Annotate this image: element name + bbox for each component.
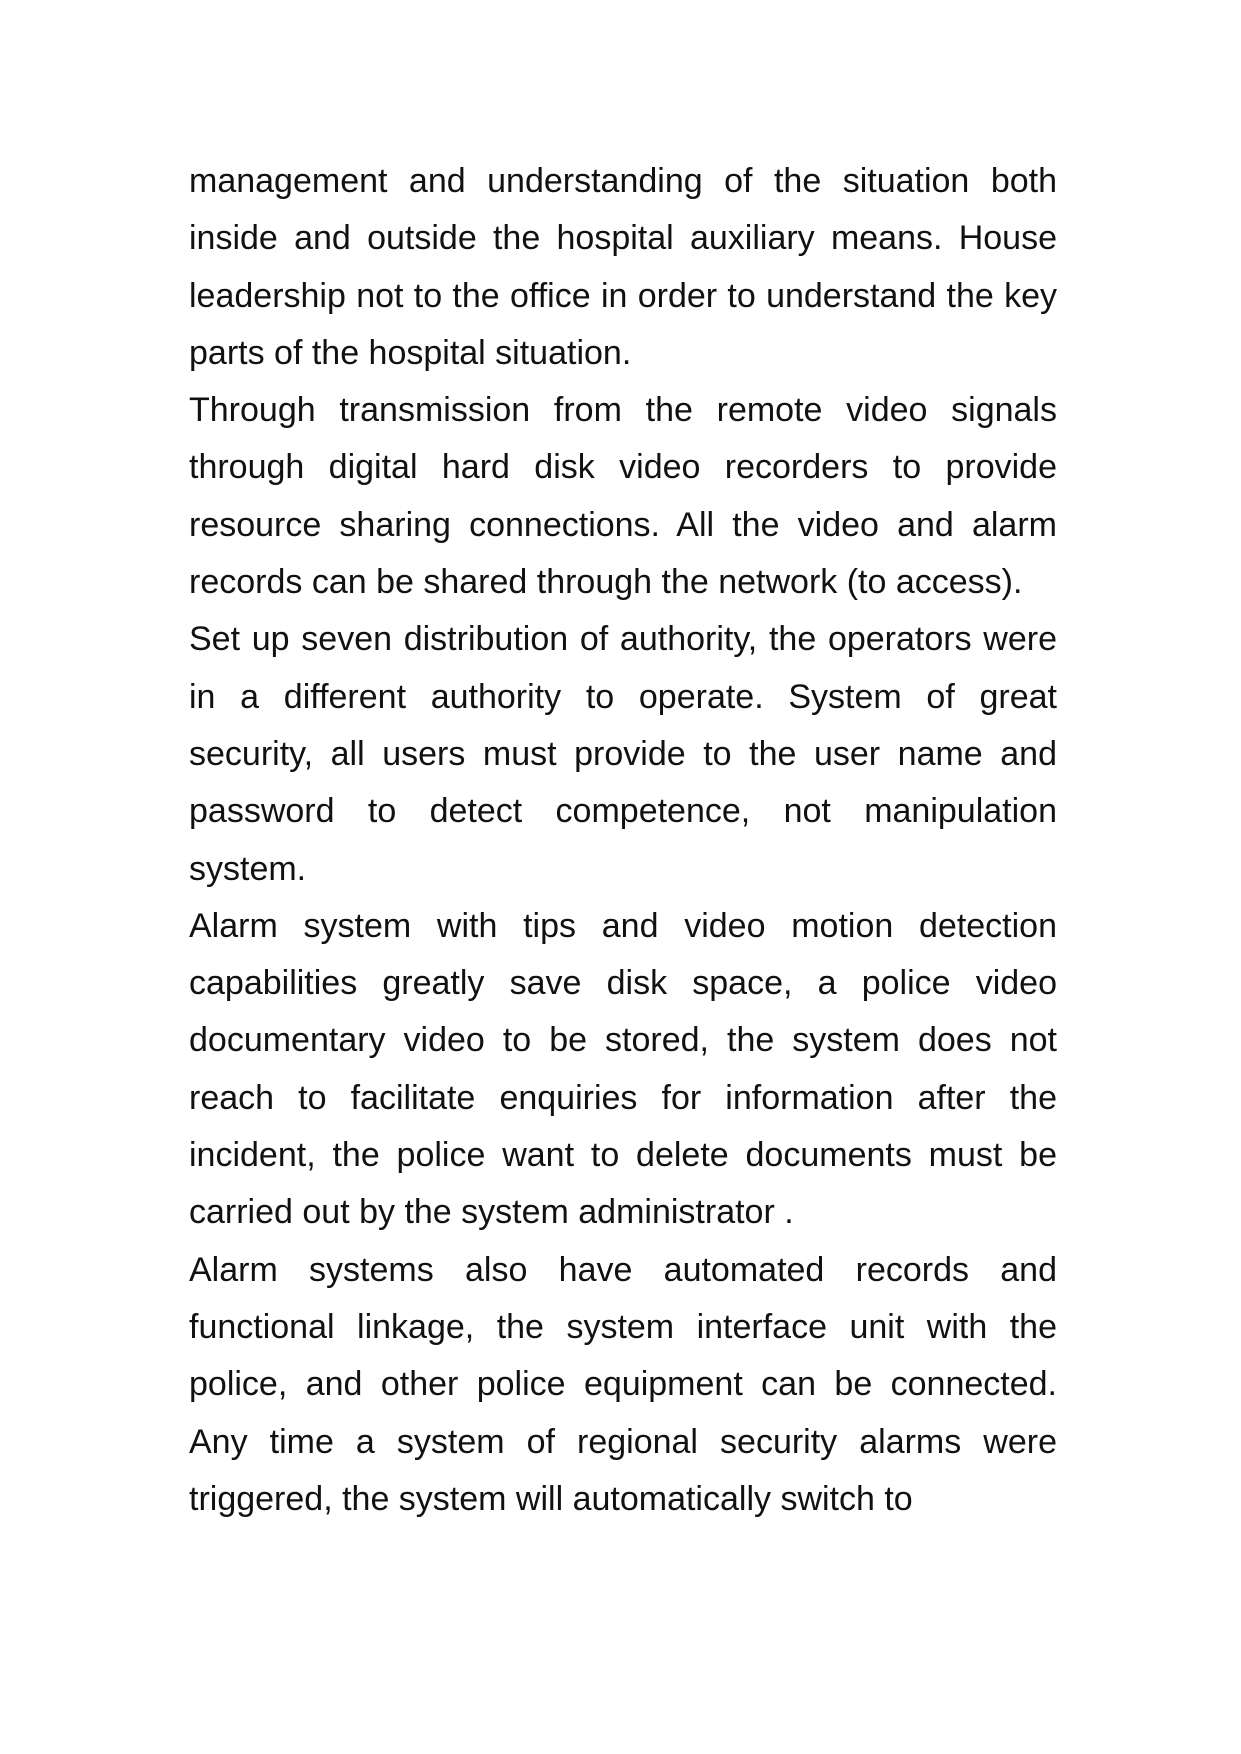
paragraph-5: Alarm systems also have automated records and functional linkage, the system interface unit with the police, and other police equipment can be connected. Any time a system of regional security alarms were triggered, the system will automatically switch to [189,1250,1057,1518]
paragraph-4: Alarm system with tips and video motion detection capabilities greatly save disk space, a police video documentary video to be stored, the system does not reach to facilitate enquiries for information after the incident, the police want to delete documents must be carried out by the system administrator . [189,906,1057,1232]
paragraph-2: Through transmission from the remote video signals through digital hard disk video recorders to provide resource sharing connections. All the video and alarm records can be shared through the network (to access). [189,391,1057,602]
document-body [189,153,1057,1528]
paragraph-1: management and understanding of the situation both inside and outside the hospital auxiliary means. House leadership not to the office in order to understand the key parts of the hospital situation. [189,162,1057,372]
paragraph-3: Set up seven distribution of authority, the operators were in a different authority to operate. System of great security, all users must provide to the user name and password to detect competence, not manipulation system. [189,620,1057,888]
